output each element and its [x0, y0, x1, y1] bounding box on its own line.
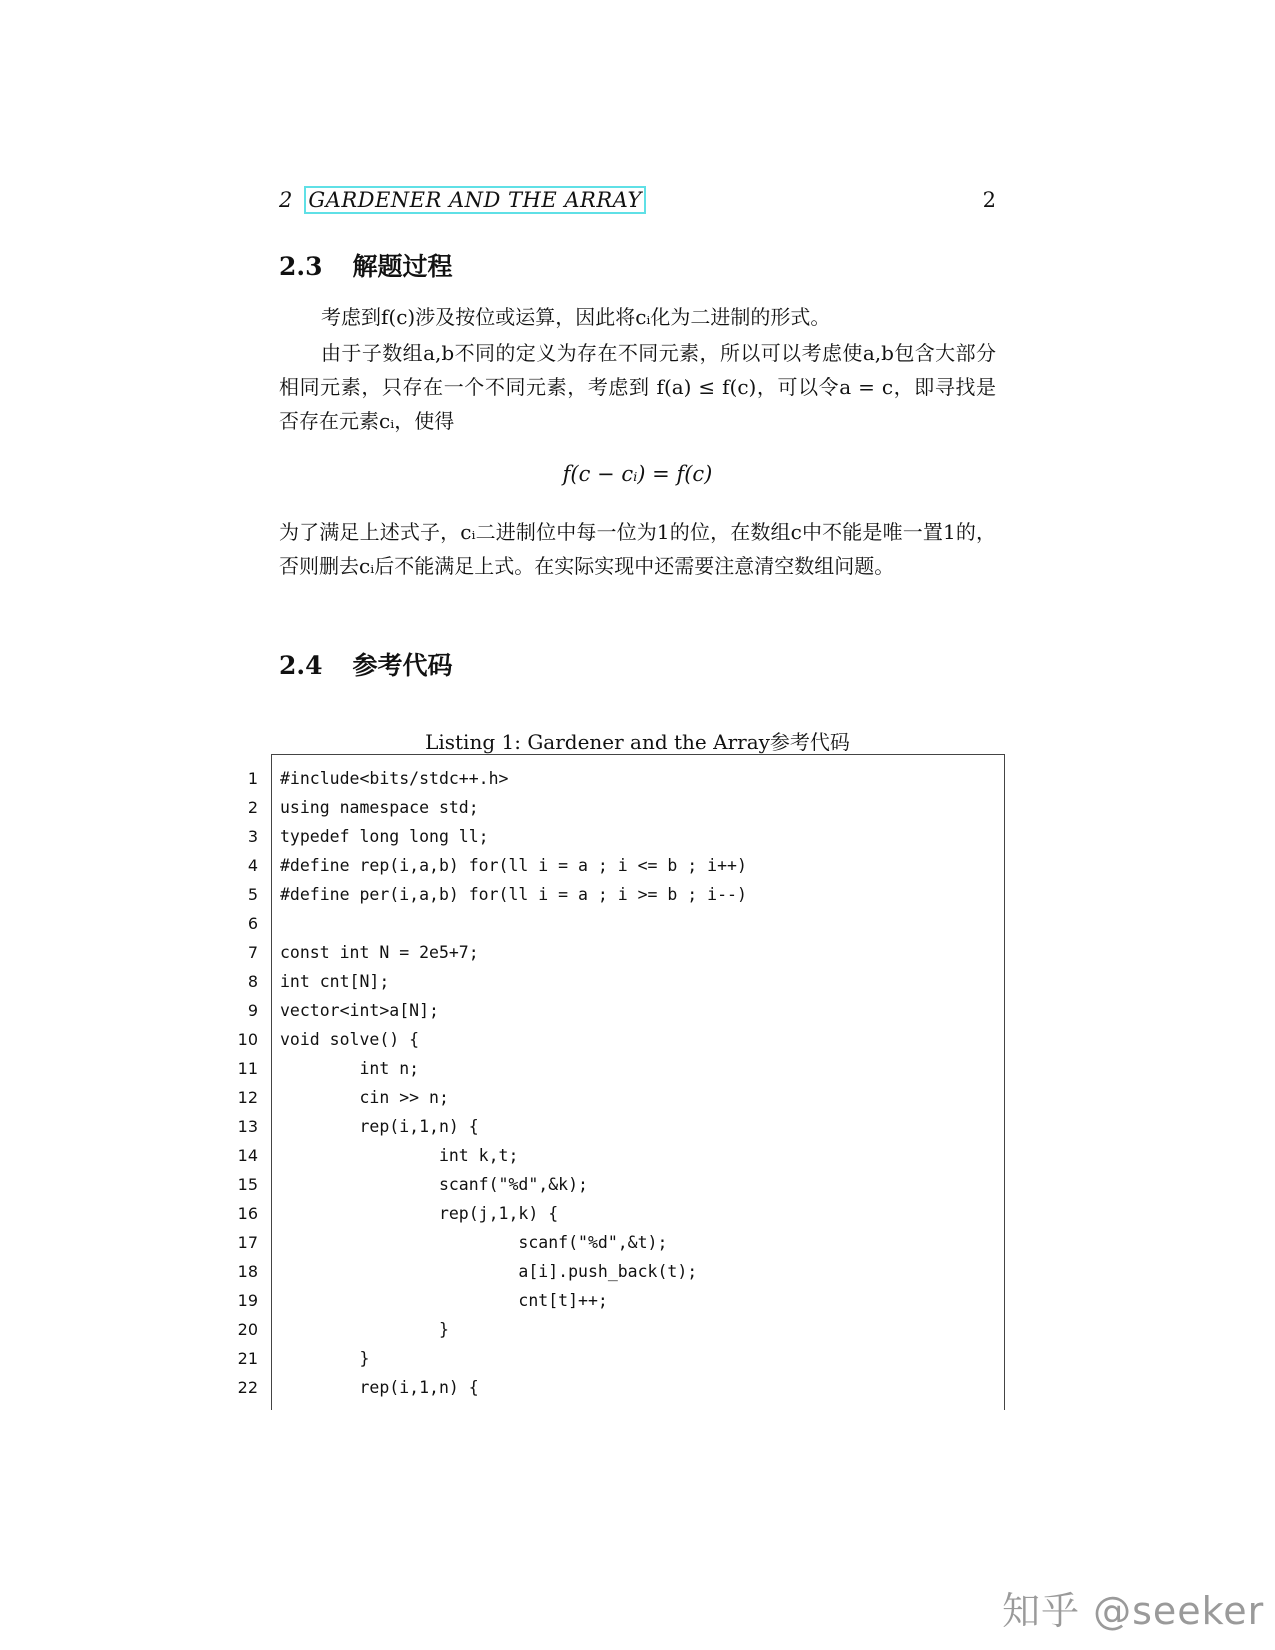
- code-line: #include<bits/stdc++.h>: [280, 769, 509, 788]
- equation: f(c − cᵢ) = f(c): [562, 462, 713, 486]
- page-number: 2: [982, 188, 996, 212]
- line-number: 12: [237, 1088, 258, 1107]
- running-header: [279, 186, 996, 214]
- line-number: 13: [237, 1117, 258, 1136]
- line-number: 19: [237, 1291, 258, 1310]
- line-number: 15: [237, 1175, 258, 1194]
- line-number: 16: [237, 1204, 258, 1223]
- code-line: rep(i,1,n) {: [280, 1378, 479, 1397]
- code-line: #define per(i,a,b) for(ll i = a ; i >= b ; i--): [280, 885, 747, 904]
- line-number: 9: [247, 1001, 258, 1020]
- line-number: 3: [247, 827, 258, 846]
- code-line: const int N = 2e5+7;: [280, 943, 479, 962]
- code-line: vector<int>a[N];: [280, 1001, 439, 1020]
- line-number: 7: [247, 943, 258, 962]
- section-heading-2-4: [279, 646, 453, 682]
- code-line: }: [280, 1320, 449, 1339]
- code-line: rep(j,1,k) {: [280, 1204, 559, 1223]
- code-line: cnt[t]++;: [280, 1291, 608, 1310]
- code-line: }: [280, 1349, 370, 1368]
- section-title: 参考代码: [352, 651, 453, 680]
- line-number: 2: [247, 798, 258, 817]
- chapter-number: 2: [279, 188, 293, 212]
- line-number: 10: [237, 1030, 258, 1049]
- paragraph-2: 由于子数组a,b不同的定义为存在不同元素，所以可以考虑使a,b包含大部分相同元素，只存在一个不同元素，考虑到 f(a) ≤ f(c)，可以令a = c，即寻找是否存在元素cᵢ，使得: [279, 341, 996, 433]
- code-line: int cnt[N];: [280, 972, 390, 991]
- watermark: 知乎 @seeker: [1002, 1589, 1265, 1633]
- line-number: 18: [237, 1262, 258, 1281]
- code-line: void solve() {: [280, 1030, 420, 1049]
- code-line: a[i].push_back(t);: [280, 1262, 698, 1281]
- line-number: 22: [237, 1378, 258, 1397]
- code-line: int n;: [280, 1059, 420, 1078]
- line-number: 20: [237, 1320, 258, 1339]
- line-number: 4: [247, 856, 258, 875]
- section-number: 2.3: [279, 252, 323, 281]
- section-heading-2-3: [279, 247, 453, 283]
- code-line: scanf("%d",&k);: [280, 1175, 588, 1194]
- line-number: 14: [237, 1146, 258, 1165]
- code-line: rep(i,1,n) {: [280, 1117, 479, 1136]
- chapter-title-link[interactable]: GARDENER AND THE ARRAY: [304, 186, 645, 214]
- code-line: using namespace std;: [280, 798, 479, 817]
- line-number: 5: [247, 885, 258, 904]
- header-left: [279, 186, 646, 214]
- code-line: scanf("%d",&t);: [280, 1233, 668, 1252]
- code-line: #define rep(i,a,b) for(ll i = a ; i <= b ; i++): [280, 856, 747, 875]
- paragraph-3: 为了满足上述式子，cᵢ二进制位中每一位为1的位，在数组c中不能是唯一置1的，否则删去cᵢ后不能满足上式。在实际实现中还需要注意清空数组问题。: [279, 520, 996, 578]
- line-number: 17: [237, 1233, 258, 1252]
- section-number: 2.4: [279, 651, 323, 680]
- code-line: cin >> n;: [280, 1088, 449, 1107]
- code-line: typedef long long ll;: [280, 827, 489, 846]
- line-number: 8: [247, 972, 258, 991]
- line-number: 6: [247, 914, 258, 933]
- code-line: int k,t;: [280, 1146, 519, 1165]
- line-number: 11: [237, 1059, 258, 1078]
- paragraph-1: 考虑到f(c)涉及按位或运算，因此将cᵢ化为二进制的形式。: [321, 305, 831, 329]
- listing-caption: Listing 1: Gardener and the Array参考代码: [425, 730, 850, 754]
- line-number: 21: [237, 1349, 258, 1368]
- line-number: 1: [247, 769, 258, 788]
- section-title: 解题过程: [352, 252, 453, 281]
